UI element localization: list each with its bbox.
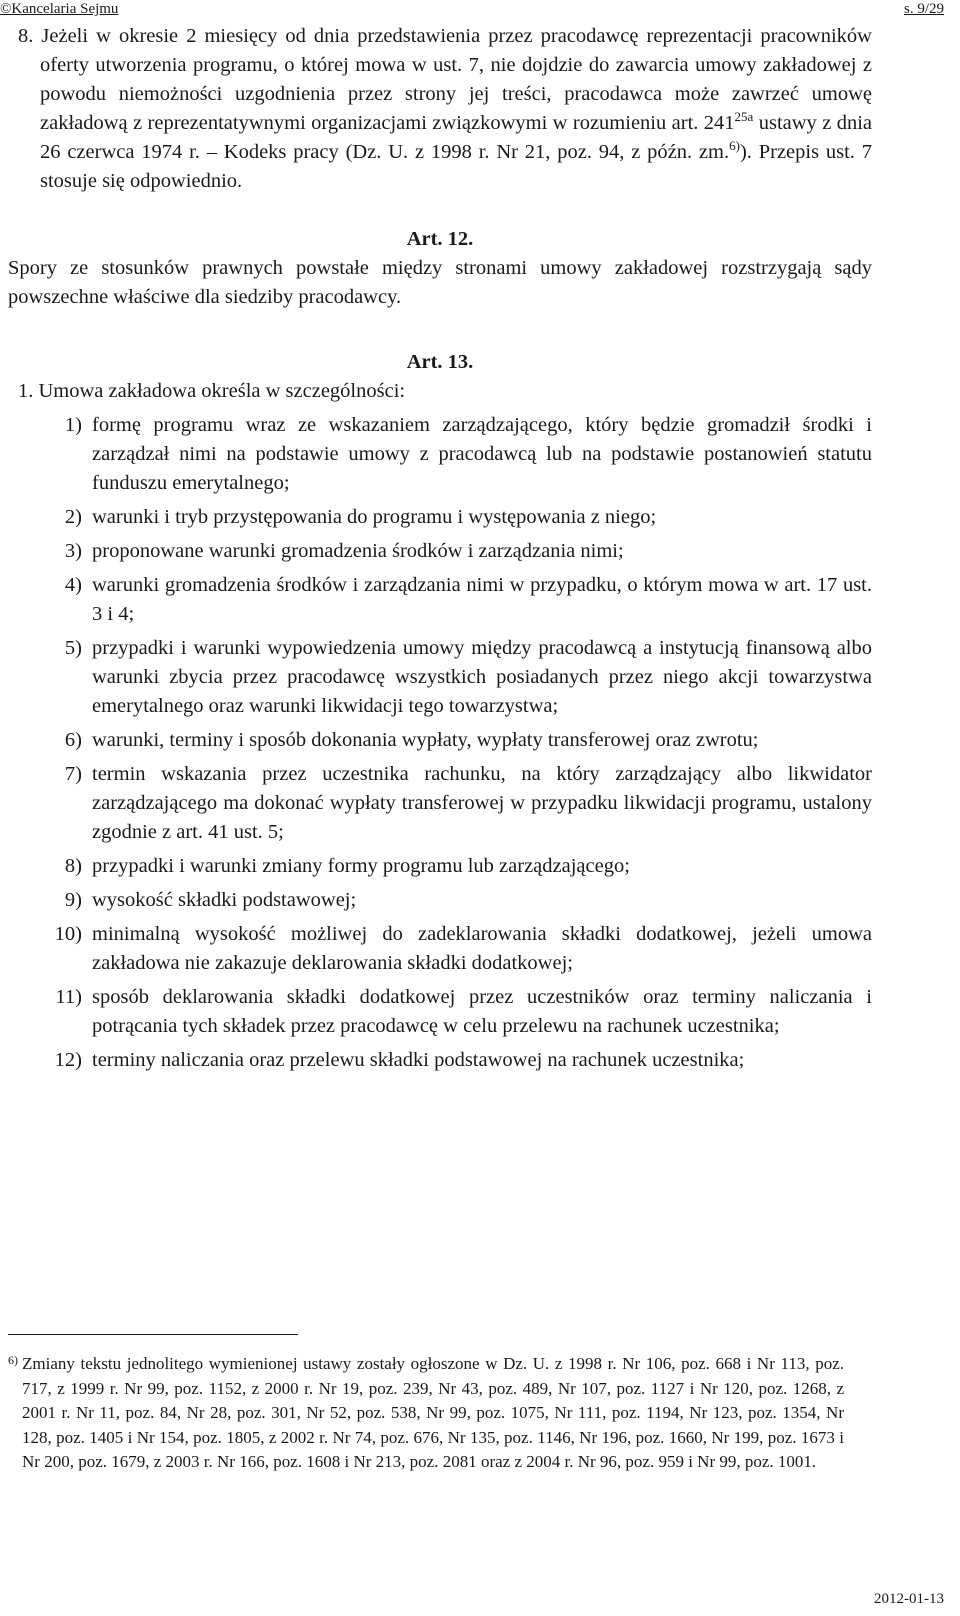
item-text: terminy naliczania oraz przelewu składki podstawowej na rachunek uczestnika; [92, 1049, 745, 1071]
footnote-separator [8, 1334, 298, 1335]
item-text: warunki i tryb przystępowania do programu i występowania z niego; [92, 506, 657, 528]
item-number: 12) [54, 1049, 82, 1071]
list-item [8, 537, 872, 566]
footnote [8, 1352, 844, 1475]
list-item [8, 1046, 872, 1075]
item-text: formę programu wraz ze wskazaniem zarządzającego, który będzie gromadził środki i zarządzał nimi na podstawie umowy z pracodawcą lub na podstawie postanowień statutu funduszu emerytalnego; [92, 414, 872, 494]
list-item [8, 983, 872, 1041]
list-item [8, 634, 872, 721]
list-item [8, 920, 872, 978]
paragraph-8-text-b: ustawy z dnia 26 czerwca 1974 r. – Kodeks pracy (Dz. U. z 1998 r. Nr 21, poz. 94, z późn. zm. [40, 112, 872, 163]
footnote-superscript-25a: 25a [734, 109, 754, 125]
list-item [8, 411, 872, 498]
item-text: przypadki i warunki wypowiedzenia umowy między pracodawcą a instytucją finansową albo warunki zbycia przez pracodawcę wszystkich posiadanych przez niego akcji towarzystwa emerytalnego oraz warunki likwidacji tego towarzystwa; [92, 637, 872, 717]
item-text: minimalną wysokość możliwej do zadeklarowania składki dodatkowej, jeżeli umowa zakładowa nie zakazuje deklarowania składki dodatkowej; [92, 923, 872, 974]
paragraph-8-text-c: ). Przepis ust. 7 stosuje się odpowiednio. [40, 141, 873, 192]
item-number: 3) [64, 540, 82, 562]
item-number: 7) [64, 763, 82, 785]
item-text: warunki, terminy i sposób dokonania wypłaty, wypłaty transferowej oraz zwrotu; [92, 729, 759, 751]
document-body [8, 22, 872, 1075]
item-number: 6) [64, 729, 82, 751]
item-number: 2) [64, 506, 82, 528]
footnote-reference-6: 6) [729, 138, 740, 154]
page-header [0, 0, 960, 20]
footnote-mark: 6) [8, 1353, 18, 1367]
copyright-source: ©Kancelaria Sejmu [0, 1, 119, 17]
item-number: 1) [64, 414, 82, 436]
paragraph-8 [8, 22, 872, 196]
article-13-item-list [8, 411, 872, 1075]
item-text: sposób deklarowania składki dodatkowej przez uczestników oraz terminy naliczania i potrącania tych składek przez pracodawcę w celu przelewu na rachunek uczestnika; [92, 986, 872, 1037]
document-date: 2012-01-13 [874, 1591, 944, 1607]
item-text: proponowane warunki gromadzenia środków i zarządzania nimi; [92, 540, 624, 562]
list-item [8, 852, 872, 881]
item-number: 11) [55, 986, 82, 1008]
item-text: przypadki i warunki zmiany formy programu lub zarządzającego; [92, 855, 630, 877]
footnote-text: Zmiany tekstu jednolitego wymienionej ustawy zostały ogłoszone w Dz. U. z 1998 r. Nr 106, poz. 668 i Nr 113, poz. 717, z 1999 r. Nr 99, poz. 1152, z 2000 r. Nr 19, poz. 239, Nr 43, poz. 489, Nr 107, poz. 1127 i Nr 120, poz. 1268, z 2001 r. Nr 11, poz. 84, Nr 28, poz. 301, Nr 52, poz. 538, Nr 99, poz. 1075, Nr 111, poz. 1194, Nr 123, poz. 1354, Nr 128, poz. 1405 i Nr 154, poz. 1805, z 2002 r. Nr 74, poz. 676, Nr 135, poz. 1146, Nr 196, poz. 1660, Nr 199, poz. 1673 i Nr 200, poz. 1679, z 2003 r. Nr 166, poz. 1608 i Nr 213, poz. 2081 oraz z 2004 r. Nr 96, poz. 959 i Nr 99, poz. 1001. [22, 1354, 844, 1471]
article-12-text: Spory ze stosunków prawnych powstałe między stronami umowy zakładowej rozstrzygają sądy powszechne właściwe dla siedziby pracodawcy. [8, 257, 872, 308]
item-text: wysokość składki podstawowej; [92, 889, 357, 911]
article-13-intro: 1. Umowa zakładowa określa w szczególności: [18, 380, 406, 402]
item-number: 10) [54, 923, 82, 945]
list-item [8, 503, 872, 532]
article-13-title: Art. 13. [406, 351, 474, 373]
article-12-title: Art. 12. [406, 228, 474, 250]
list-item [8, 571, 872, 629]
list-item [8, 760, 872, 847]
item-number: 4) [64, 574, 82, 596]
item-text: warunki gromadzenia środków i zarządzania nimi w przypadku, o którym mowa w art. 17 ust. 3 i 4; [92, 574, 872, 625]
item-number: 9) [64, 889, 82, 911]
page-number: s. 9/29 [903, 1, 944, 17]
item-number: 8) [64, 855, 82, 877]
item-text: termin wskazania przez uczestnika rachunku, na który zarządzający albo likwidator zarządzającego ma dokonać wypłaty transferowej w przypadku likwidacji programu, ustalony zgodnie z art. 41 ust. 5; [92, 763, 872, 843]
list-item [8, 726, 872, 755]
paragraph-8-text-a: 8. Jeżeli w okresie 2 miesięcy od dnia przedstawienia przez pracodawcę reprezentacji pracowników oferty utworzenia programu, o której mowa w ust. 7, nie dojdzie do zawarcia umowy zakładowej z powodu niemożności uzgodnienia przez strony jej treści, pracodawca może zawrzeć umowę zakładową z reprezentatywnymi organizacjami związkowymi w rozumieniu art. 241 [18, 25, 872, 134]
list-item [8, 886, 872, 915]
item-number: 5) [64, 637, 82, 659]
